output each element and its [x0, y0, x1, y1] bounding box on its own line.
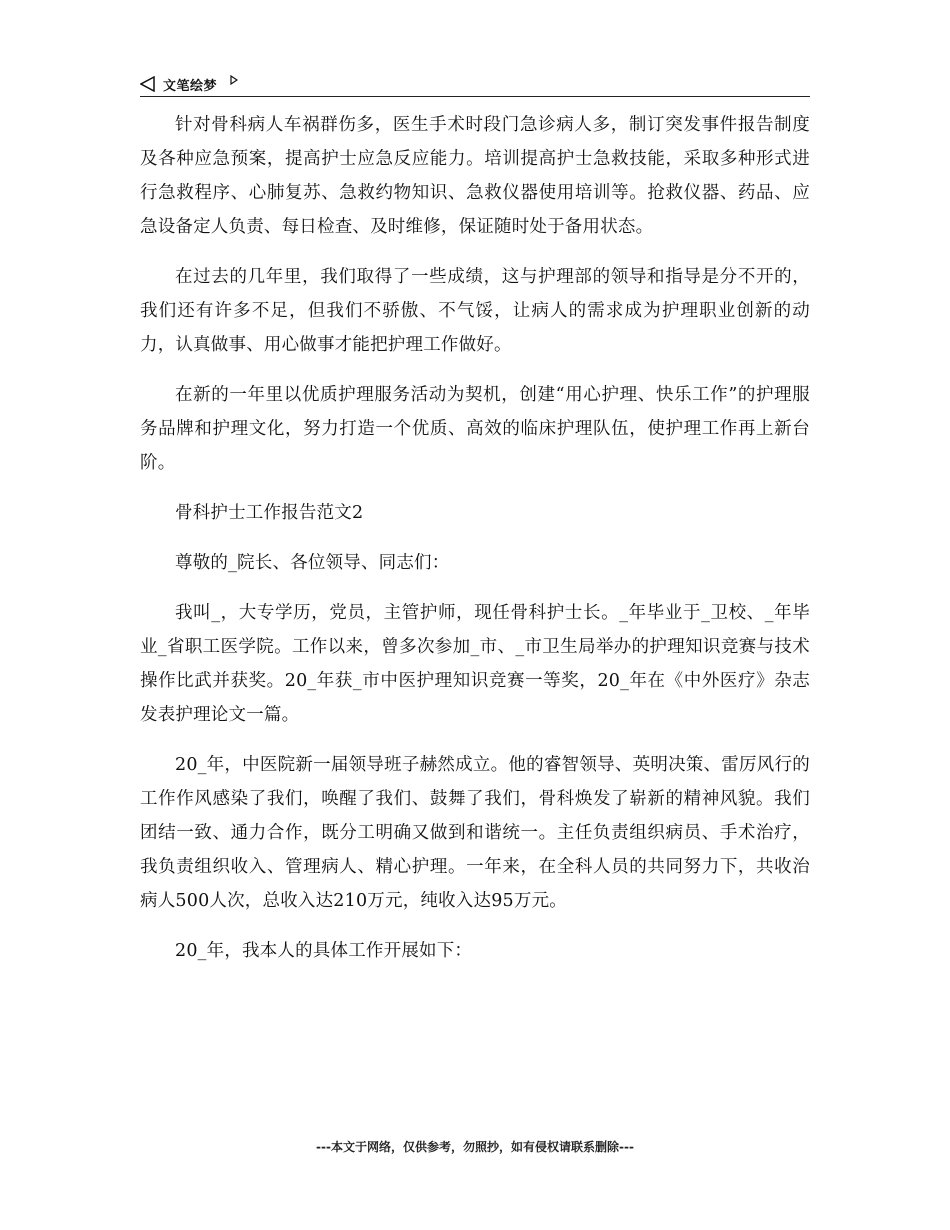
header-brand: 文笔绘梦: [163, 79, 218, 94]
section-title: 骨科护士工作报告范文2: [175, 503, 364, 523]
page-footer-notice: ---本文于网络，仅供参考，勿照抄，如有侵权请联系删除---: [316, 1140, 634, 1154]
triangle-right-icon: [230, 75, 238, 85]
triangle-left-icon: [140, 76, 155, 92]
paragraph-leadership: 20_年，中医院新一届领导班子赫然成立。他的睿智领导、英明决策、雷厉风行的工作作风感染了我们，唤醒了我们、鼓舞了我们，骨科焕发了崭新的精神风貌。我们团结一致、通力合作，既分工明确又做到和谐统一。主任负责组织病员、手术治疗，我负责组织收入、管理病人、精心护理。一年来，在全科人员的共同努力下，共收治病人500人次，总收入达210万元，纯收入达95万元。: [140, 755, 810, 911]
paragraph-self-introduction: 我叫_，大专学历，党员，主管护师，现任骨科护士长。_年毕业于_卫校、_年毕业_省职工医学院。工作以来，曾多次参加_市、_市卫生局举办的护理知识竞赛与技术操作比武并获奖。20_年获_市中医护理知识竞赛一等奖，20_年在《中外医疗》杂志发表护理论文一篇。: [140, 603, 810, 725]
paragraph-work-intro: 20_年，我本人的具体工作开展如下：: [175, 941, 473, 961]
paragraph-new-year-goals: 在新的一年里以优质护理服务活动为契机，创建“用心护理、快乐工作”的护理服务品牌和护理文化，努力打造一个优质、高效的临床护理队伍，使护理工作再上新台阶。: [140, 385, 810, 473]
document-body: [140, 108, 810, 984]
paragraph-emergency-preparedness: 针对骨科病人车祸群伤多，医生手术时段门急诊病人多，制订突发事件报告制度及各种应急预案，提高护士应急反应能力。培训提高护士急救技能，采取多种形式进行急救程序、心肺复苏、急救约物知识、急救仪器使用培训等。抢救仪器、药品、应急设备定人负责、每日检查、及时维修，保证随时处于备用状态。: [140, 115, 810, 237]
salutation: 尊敬的_院长、各位领导、同志们：: [175, 553, 450, 573]
paragraph-achievements: 在过去的几年里，我们取得了一些成绩，这与护理部的领导和指导是分不开的，我们还有许多不足，但我们不骄傲、不气馁，让病人的需求成为护理职业创新的动力，认真做事、用心做事才能把护理工作做好。: [140, 267, 810, 355]
page-header: [140, 72, 810, 97]
